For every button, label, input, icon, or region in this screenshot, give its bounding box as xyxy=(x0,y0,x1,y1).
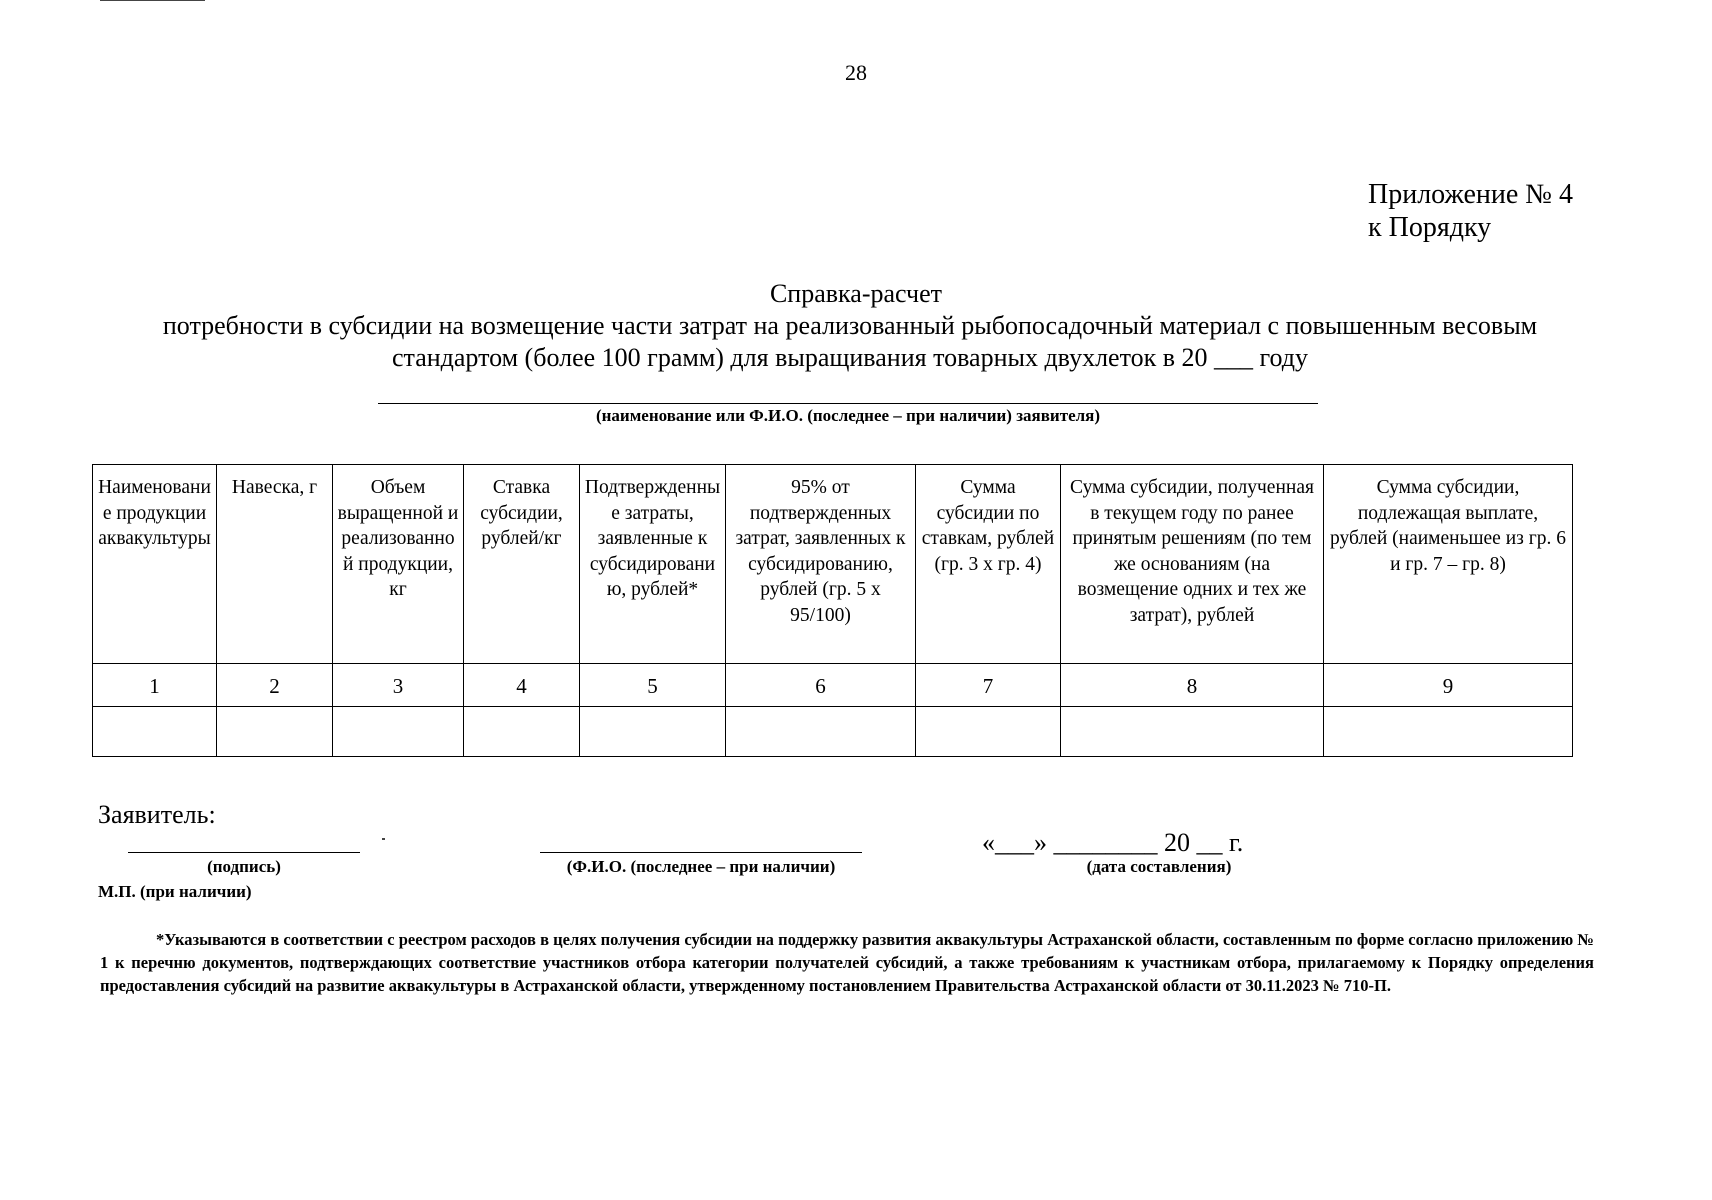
header-cell-subsidy-payable: Сумма субсидии, подлежащая выплате, рублей (наименьшее из гр. 6 и гр. 7 – гр. 8) xyxy=(1324,465,1573,664)
table-cell-empty[interactable] xyxy=(916,707,1061,757)
applicant-name-line[interactable] xyxy=(378,403,1318,404)
table-cell-empty[interactable] xyxy=(726,707,916,757)
column-number: 5 xyxy=(580,664,726,707)
signature-line[interactable] xyxy=(128,852,360,853)
column-number: 7 xyxy=(916,664,1061,707)
appendix-line-2: к Порядку xyxy=(1368,212,1492,243)
appendix-label xyxy=(1368,178,1573,244)
document-title: Справка-расчет xyxy=(769,279,943,308)
table-row xyxy=(93,707,1573,757)
header-cell-subsidy-by-rate: Сумма субсидии по ставкам, рублей (гр. 3 х гр. 4) xyxy=(916,465,1061,664)
table-cell-empty[interactable] xyxy=(464,707,580,757)
table-cell-empty[interactable] xyxy=(1061,707,1324,757)
stamp-note: М.П. (при наличии) xyxy=(98,882,252,901)
header-cell-weight: Навеска, г xyxy=(217,465,333,664)
signature-caption: (подпись) xyxy=(207,857,281,876)
name-line[interactable] xyxy=(540,852,862,853)
applicant-name-caption: (наименование или Ф.И.О. (последнее – при наличии) заявителя) xyxy=(595,406,1101,425)
scan-dot xyxy=(382,838,385,840)
name-caption: (Ф.И.О. (последнее – при наличии) xyxy=(566,857,836,876)
date-field[interactable]: «___» ________ 20 __ г. xyxy=(982,828,1244,857)
column-number: 9 xyxy=(1324,664,1573,707)
header-cell-95-percent: 95% от подтвержденных затрат, заявленных к субсидированию, рублей (гр. 5 х 95/100) xyxy=(726,465,916,664)
header-cell-confirmed-costs: Подтвержденные затраты, заявленные к субсидированию, рублей* xyxy=(580,465,726,664)
header-cell-subsidy-received: Сумма субсидии, полученная в текущем году по ранее принятым решениям (по тем же основаниям (на возмещение одних и тех же затрат), рублей xyxy=(1061,465,1324,664)
table-cell-empty[interactable] xyxy=(580,707,726,757)
header-cell-volume: Объем выращенной и реализованной продукции, кг xyxy=(333,465,464,664)
subsidy-calculation-table xyxy=(92,464,1573,757)
column-number: 1 xyxy=(93,664,217,707)
table-cell-empty[interactable] xyxy=(1324,707,1573,757)
column-number: 6 xyxy=(726,664,916,707)
table-cell-empty[interactable] xyxy=(333,707,464,757)
page-number: 28 xyxy=(845,60,867,85)
table-header-row xyxy=(93,465,1573,664)
date-caption: (дата составления) xyxy=(1086,857,1232,876)
header-cell-product: Наименование продукции аквакультуры xyxy=(93,465,217,664)
applicant-label: Заявитель: xyxy=(98,800,216,829)
scan-artifact-line xyxy=(100,0,205,1)
column-number: 2 xyxy=(217,664,333,707)
document-subtitle: потребности в субсидии на возмещение части затрат на реализованный рыбопосадочный материал с повышенным весовым стандартом (более 100 грамм) для выращивания товарных двухлеток в 20 ___ году xyxy=(162,311,1538,372)
column-number: 4 xyxy=(464,664,580,707)
table-cell-empty[interactable] xyxy=(93,707,217,757)
table-column-number-row xyxy=(93,664,1573,707)
column-number: 8 xyxy=(1061,664,1324,707)
column-number: 3 xyxy=(333,664,464,707)
footnote: *Указываются в соответствии с реестром расходов в целях получения субсидии на поддержку развития аквакультуры Астраханской области, составленным по форме согласно приложению № 1 к перечню документов, подтверждающих соответствие участников отбора категории получателей субсидий, а также требованиям к участникам отбора, прилагаемому к Порядку определения предоставления субсидий на развитие аквакультуры в Астраханской области, утвержденному постановлением Правительства Астраханской области от 30.11.2023 № 710-П. xyxy=(100,930,1594,995)
table-cell-empty[interactable] xyxy=(217,707,333,757)
appendix-line-1: Приложение № 4 xyxy=(1368,179,1573,210)
header-cell-rate: Ставка субсидии, рублей/кг xyxy=(464,465,580,664)
